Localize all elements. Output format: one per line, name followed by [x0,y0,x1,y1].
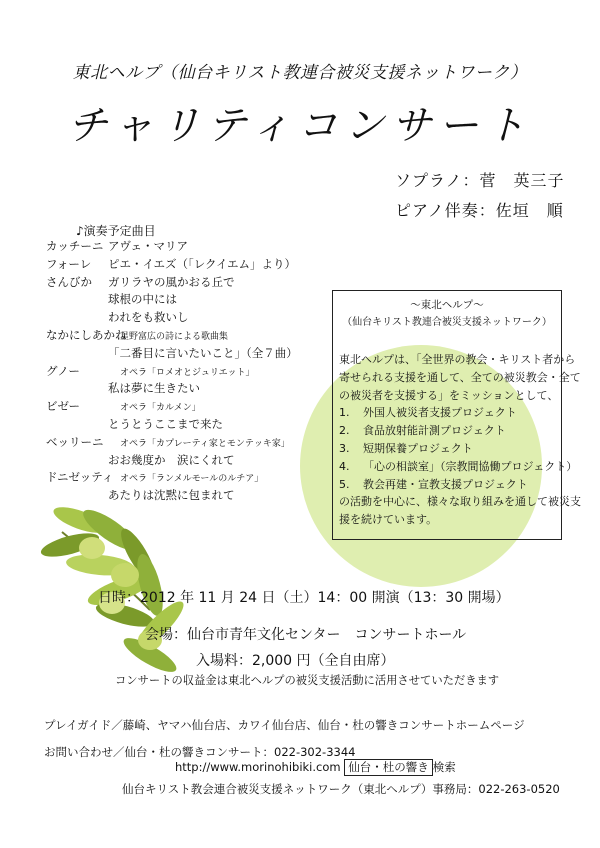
program-row [46,487,346,505]
piece-title: オペラ「カプレーティ家とモンテッキ家」 [120,438,290,449]
info-line-text: の活動を中心に、様々な取り組みを通して被災支 [339,495,581,509]
info-box-line [339,476,559,494]
event-venue: 会場：仙台市青年文化センター コンサートホール [145,627,467,643]
info-line-text: 東北ヘルプは、「全世界の教会・キリスト者から [339,353,576,366]
performer-piano [395,198,564,221]
program-row [46,469,346,487]
page-title: チャリティコンサート [67,103,533,149]
soprano-name: 菅 英三子 [479,171,565,190]
info-box-line [339,351,576,369]
piano-name: 佐垣 順 [495,201,564,220]
piece-title: 星野富広の詩による歌曲集 [120,331,229,342]
program-row [46,434,346,452]
piece-title: オペラ「ランメルモールのルチア」 [120,474,264,485]
info-box-line [339,387,559,405]
website-url[interactable]: http://www.morinohibiki.com [175,760,341,774]
program-row [46,345,346,363]
ticket-outlets: プレイガイド／藤崎、ヤマハ仙台店、カワイ仙台店、仙台・杜の響きコンサートホームページ [44,718,525,732]
info-box-line [339,404,559,422]
office-contact: 仙台キリスト教会連合被災支援ネットワーク（東北ヘルプ）事務局：022-263-0520 [122,782,560,796]
info-line-text: 寄せられる支援を通して、全ての被災教会・全て [339,370,581,384]
soprano-label: ソプラノ [395,171,463,190]
piece-title: 「二番目に言いたいこと」（全７曲） [108,345,298,360]
composer-name: ドニゼッティ [46,470,114,485]
composer-name: ベッリーニ [46,434,104,449]
piece-title: アヴェ・マリア [108,239,189,253]
program-row [46,327,346,345]
piece-title: 球根の中には [108,292,177,307]
search-term-box: 仙台・杜の響き [344,759,433,776]
piece-title: とうとうここまで来た [108,416,223,431]
piece-title: あたりは沈黙に包まれて [108,488,235,503]
project-number: 5. [339,477,350,491]
program-row [46,274,346,292]
program-row [46,291,346,309]
piece-title: ピエ・イエズ（「レクイエム」より） [108,256,297,271]
program-row [46,363,346,381]
proceeds-note: コンサートの収益金は東北ヘルプの被災支援活動に活用させていただきます [115,674,500,687]
piano-label: ピアノ伴奏 [395,201,479,220]
program-list [46,238,346,505]
info-box-line [339,422,559,440]
project-number: 3. [339,441,350,455]
website-line [175,759,456,776]
piano-separator: ： [478,201,496,220]
info-box-line [339,458,578,476]
composer-name: カッチーニ [46,239,104,253]
piece-title: オペラ「ロメオとジュリエット」 [120,367,255,378]
event-date: 日時：2012 年 11 月 24 日（土）14：00 開演（13：30 開場） [98,590,510,606]
contact-info: お問い合わせ／仙台・杜の響きコンサート：022-302-3344 [44,745,356,759]
search-button: 検索 [432,760,456,774]
composer-name: さんびか [46,274,92,289]
project-number: 4. [339,459,350,473]
program-row [46,380,346,398]
piece-title: オペラ「カルメン」 [120,403,201,414]
info-line-text: 援を続けています。 [339,513,438,527]
composer-name: なかにしあかね [46,327,127,342]
piece-title: おお幾度か 涙にくれて [108,452,235,467]
info-line-text: 食品放射能計測プロジェクト [363,424,506,438]
info-box-line [339,493,581,511]
program-row [46,238,346,256]
admission-fee: 入場料：2,000 円（全自由席） [196,653,395,669]
info-box-title: ～東北ヘルプ～ [410,299,484,311]
project-number: 1. [339,406,350,420]
piece-title: 私は夢に生きたい [108,381,200,396]
composer-name: ビゼー [46,399,81,414]
piece-title: ガリラヤの風かおる丘で [108,274,235,289]
organizer-subtitle: 東北ヘルプ（仙台キリスト教連合被災支援ネットワーク） [72,63,528,83]
program-heading: ♪演奏予定曲目 [76,224,156,238]
info-line-text: 短期保養プロジェクト [363,441,473,455]
composer-name: グノー [46,363,80,378]
soprano-separator: ： [462,171,480,190]
program-row [46,256,346,274]
program-row [46,398,346,416]
program-row [46,416,346,434]
piece-title: われをも救いし [108,310,189,325]
info-box-line [339,369,581,387]
info-line-text: 教会再建・宣教支援プロジェクト [363,477,528,491]
project-number: 2. [339,424,350,438]
info-box-line [339,440,559,458]
info-box-body [339,351,581,529]
performer-soprano [395,168,565,191]
info-box-org: （仙台キリスト教連合被災支援ネットワーク） [342,317,552,328]
info-line-text: 外国人被災者支援プロジェクト [363,406,517,420]
organization-info-box [332,290,581,540]
composer-name: フォーレ [46,256,92,271]
info-box-line [339,511,559,529]
info-line-text: 「心の相談室」（宗教間協働プロジェクト） [363,459,578,473]
program-row [46,309,346,327]
info-line-text: の被災者を支援する」をミッションとして、 [339,388,559,402]
program-row [46,452,346,470]
